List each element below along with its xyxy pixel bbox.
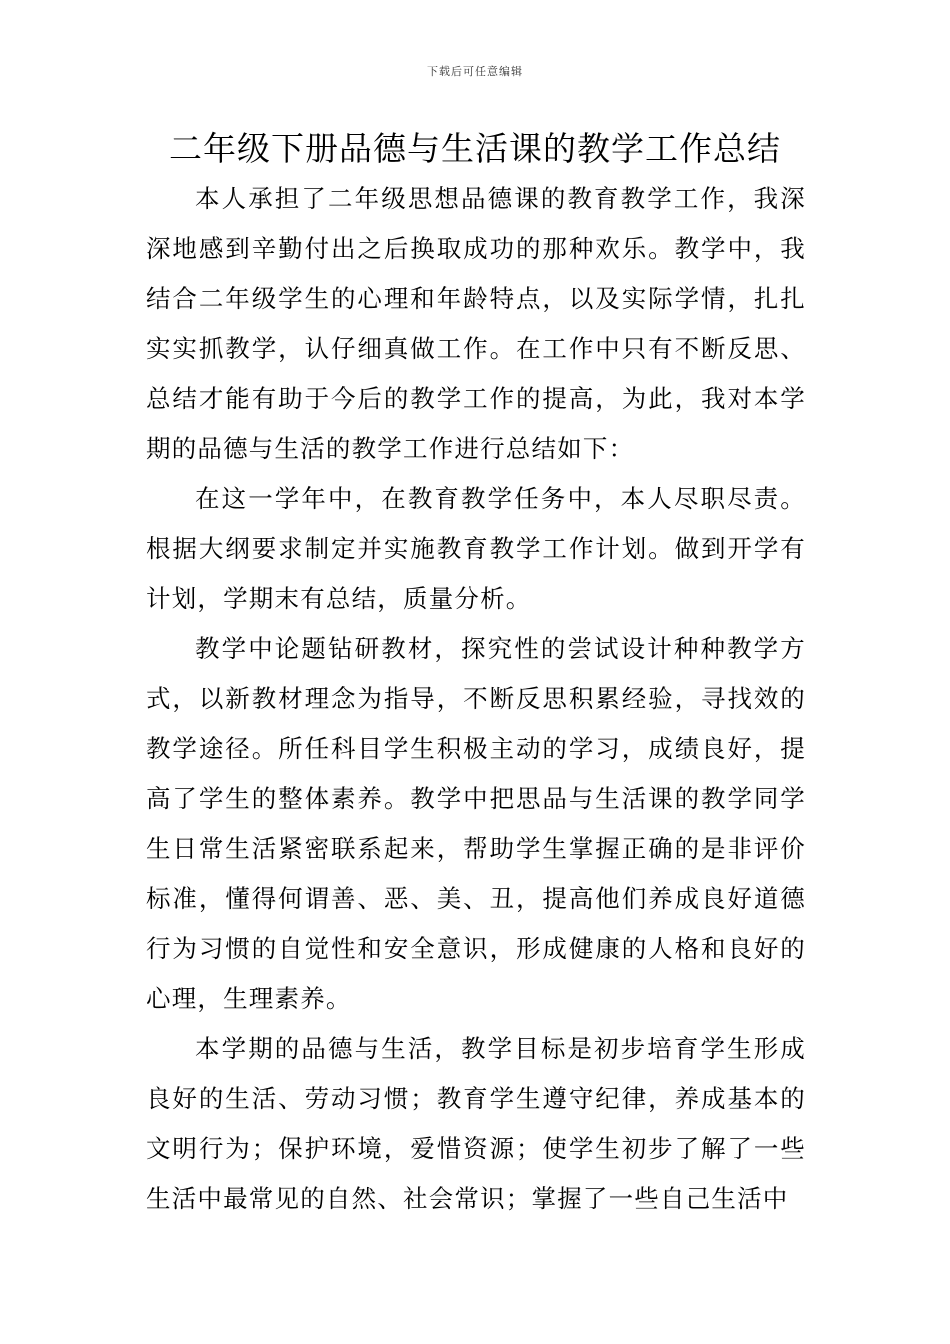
document-body: [146, 174, 806, 1224]
paragraph-2: 在这一学年中，在教育教学任务中，本人尽职尽责。根据大纲要求制定并实施教育教学工作计划。做到开学有计划，学期末有总结，质量分析。: [146, 484, 806, 613]
paragraph-4: 本学期的品德与生活，教学目标是初步培育学生形成良好的生活、劳动习惯；教育学生遵守纪律，养成基本的文明行为；保护环境，爱惜资源；使学生初步了解了一些生活中最常见的自然、社会常识；掌握了一些自己生活中: [146, 1034, 806, 1213]
paragraph-1: 本人承担了二年级思想品德课的教育教学工作，我深深地感到辛勤付出之后换取成功的那种欢乐。教学中，我结合二年级学生的心理和年龄特点，以及实际学情，扎扎实实抓教学，认仔细真做工作。在工作中只有不断反思、总结才能有助于今后的教学工作的提高，为此，我对本学期的品德与生活的教学工作进行总结如下：: [146, 184, 806, 463]
document-title: 二年级下册品德与生活课的教学工作总结: [169, 129, 781, 168]
header-note: 下载后可任意编辑: [427, 65, 523, 78]
paragraph-3: 教学中论题钻研教材，探究性的尝试设计种种教学方式，以新教材理念为指导，不断反思积累经验，寻找效的教学途径。所任科目学生积极主动的学习，成绩良好，提高了学生的整体素养。教学中把思品与生活课的教学同学生日常生活紧密联系起来，帮助学生掌握正确的是非评价标准，懂得何谓善、恶、美、丑，提高他们养成良好道德行为习惯的自觉性和安全意识，形成健康的人格和良好的心理，生理素养。: [146, 634, 806, 1013]
